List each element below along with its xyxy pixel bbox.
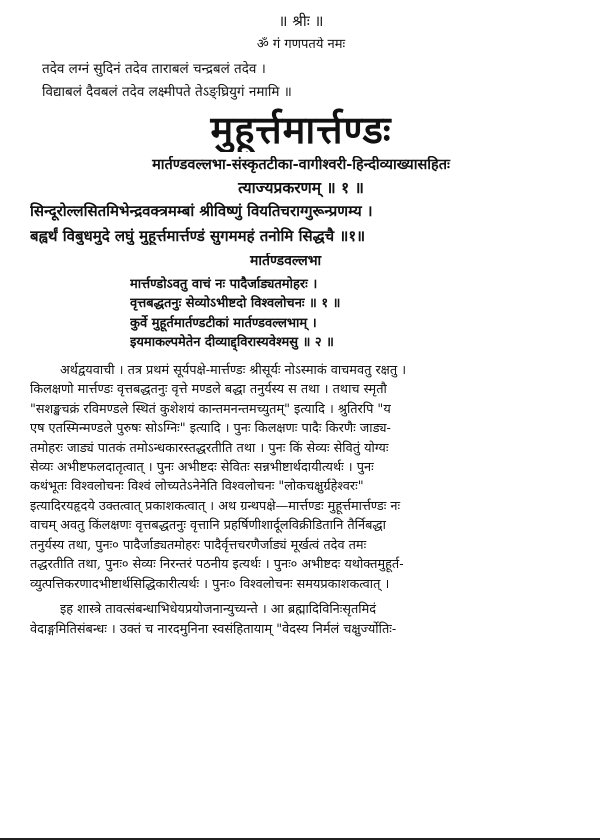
commentary-line: व्युत्पत्तिकरणादभीष्टार्थसिद्धिकारीत्यर्थः । पुनः० विश्वलोचनः समयप्रकाशकत्वात् । [30,576,390,592]
commentary-line: वेदाङ्गमितिसंबन्धः । उक्तं च नारदमुनिना स्वसंहितायाम् "वेदस्य निर्मलं चक्षुर्ज्योतिः- [30,621,397,637]
commentary-line: इह शास्त्रे तावत्संबन्धाभिधेयप्रयोजनान्युच्यन्ते । आ ब्रह्मादिविनिःसृतमिदं [60,602,377,618]
mula-verse-line-1: सिन्दूरोल्लसितमिभेन्द्रवक्त्रमम्बां श्रीविष्णुं वियतिचराग्गुरून्प्रणम्य । [30,201,373,220]
page-title: मुहूर्त्तमार्त्तण्डः [210,106,392,152]
tika-verse-line-3: कुर्वे मुहूर्तमार्तण्डटीकां मार्तण्डवल्लभाम् । [130,315,317,331]
commentary-line: एष एतस्मिन्मण्डले पुरुषः सोऽग्निः" इत्यादि । पुनः किलक्षणः पादैः किरणैः जाड्य- [30,421,391,437]
commentary-line: अर्थद्वयवाची । तत्र प्रथमं सूर्यपक्षे-मार्त्तण्डः श्रीसूर्यः नोऽस्माकं वाचमवतु रक्षतु । [60,362,407,378]
page-subtitle: मार्तण्डवल्लभा-संस्कृतटीका-वागीश्वरी-हिन्दीव्याख्यासहितः [152,156,450,174]
commentary-line: कथंभूतः विश्वलोचनः विश्वं लोच्यतेऽनेनेति विश्वलोचनः "लोकचक्षुर्ग्रहेश्वरः" [30,479,364,495]
tika-verse-line-4: इयमाकल्पमेतेन दीव्याद्द्विरास्यवेश्मसु ॥ २ ॥ [130,335,334,351]
invocation-line-1: तदेव लग्नं सुदिनं तदेव ताराबलं चन्द्रबलं तदेव । [42,61,266,77]
commentary-line: तनुर्यस्य तथा, पुनः० पादैर्जाड्यतमोहरः पादैर्वृत्तचरणैर्जाड्यं मूर्खत्वं तदेव तमः [30,537,367,553]
commentary-line: वाचम् अवतु किंलक्षणः वृत्तबद्धतनुः वृत्तानि प्रहर्षिणीशार्दूलविक्रीडितानि तैर्निबद्धा [30,518,386,534]
tika-verse-line-1: मार्त्तण्डोऽवतु वाचं नः पादैर्जाड्यतमोहरः । [130,276,318,292]
commentary-line: "सशङ्खचक्रं रविमण्डले स्थितं कुशेशयं कान्तमनन्तमच्युतम्" इत्यादि । श्रुतिरपि "य [30,401,391,417]
tika-verse-line-2: वृत्तबद्धतनुः सेव्योऽभीष्टदो विश्वलोचनः ॥ १ ॥ [130,296,341,312]
commentary-line: तमोहरः जाड्यं पातकं तमोऽन्धकारस्तद्धरतीति तथा । पुनः किं सेव्यः सेवितुं योग्यः [30,440,389,456]
tika-verses [30,275,572,353]
sri-heading: ॥ श्रीः ॥ [278,12,324,30]
invocation-line-2: विद्याबलं दैवबलं तदेव लक्ष्मीपते तेऽङ्घ्रियुगं नमामि ॥ [42,83,292,100]
commentary [30,361,572,639]
commentary-line: किलक्षणो मार्त्तण्डः वृत्तबद्धतनुः वृत्ते मण्डले बद्धा तनुर्यस्य स तथा । तथाच स्मृतौ [30,382,387,398]
invocation-verse [30,61,572,101]
commentary-line: तद्धरतीति तथा, पुनः० सेव्यः निरन्तरं पठनीय इत्यर्थः । पुनः० अभीष्टदः यथोक्तमुहूर्त- [30,557,404,573]
commentary-line: सेव्यः अभीष्टफलदातृत्वात् । पुनः अभीष्टदः सेवितः सन्नभीष्टार्थदायीत्यर्थः । पुनः [30,460,374,476]
mula-verse-line-2: बह्वर्थं विबुधमुदे लघुं मुहूर्त्तमार्त्तण्डं सुगममहं तनोमि सिद्धचै ॥१॥ [30,226,366,245]
ganapati-invocation: ॐ गं गणपतये नमः [256,36,346,52]
mula-verse [30,202,572,246]
chapter-heading: त्याज्यप्रकरणम् ॥ १ ॥ [238,178,364,198]
tika-heading: मार्तण्डवल्लभा [250,253,322,270]
commentary-line: इत्यादिरयहृदये उक्तत्वात् प्रकाशकत्वात् । अथ ग्रन्थपक्षे—मार्त्तण्डः मुहूर्त्तमार्त्तण्डः नः [30,498,401,514]
